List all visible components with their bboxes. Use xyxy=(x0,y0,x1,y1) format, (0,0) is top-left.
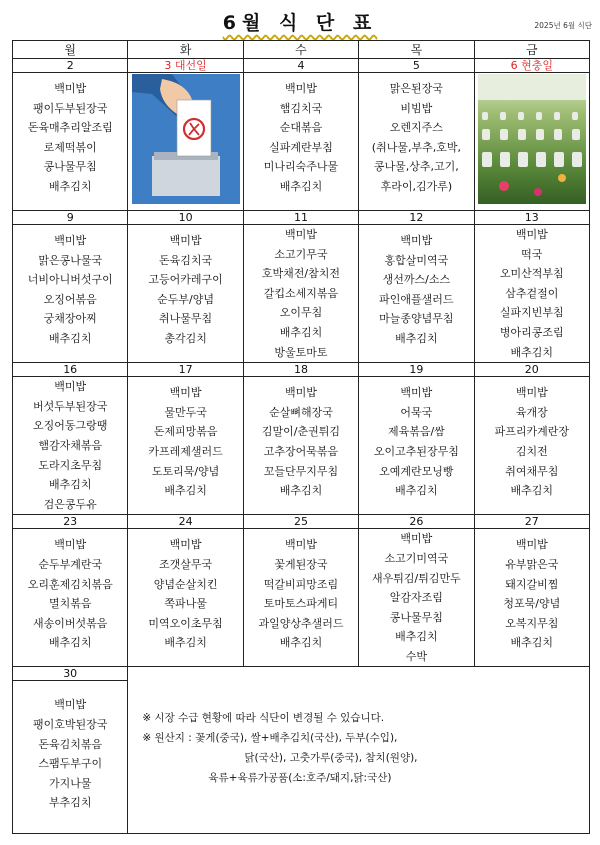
menu-item: 배추김치 xyxy=(510,484,554,498)
notice-line-3: 닭(국산), 고춧가루(중국), 참치(원양), xyxy=(244,752,418,765)
header-tue: 화 xyxy=(128,41,243,59)
menu-item: 새우튀김/튀김만두 xyxy=(372,571,461,585)
day-menu-cell xyxy=(128,73,243,211)
day-number: 10 xyxy=(128,211,243,225)
day-menu-cell xyxy=(243,73,358,211)
menu-item: 돈육김치볶음 xyxy=(38,737,103,751)
menu-item: 백미밥 xyxy=(285,386,317,400)
menu-item: 배추김치 xyxy=(164,636,207,650)
menu-item: 백미밥 xyxy=(169,234,202,247)
menu-item: 순두부계란국 xyxy=(38,557,103,571)
day-menu-cell xyxy=(474,377,589,515)
menu-item: 토마토스파게티 xyxy=(263,597,339,611)
menu-item: 배추김치 xyxy=(279,179,323,193)
menu-item: 파프리카계란장 xyxy=(494,425,569,439)
national-cemetery-photo xyxy=(478,74,586,204)
menu-item: 백미밥 xyxy=(54,698,87,712)
day-menu-cell xyxy=(13,377,128,515)
menu-item: 김치전 xyxy=(515,444,548,458)
menu-item: 배추김치 xyxy=(164,484,207,498)
menu-item: 백미밥 xyxy=(169,386,202,400)
menu-item: 돈육매추리알조림 xyxy=(27,121,113,135)
day-menu-cell xyxy=(243,529,358,667)
menu-item: 백미밥 xyxy=(400,234,433,247)
menu-item: 갈킵소세지볶음 xyxy=(263,286,339,300)
day-number: 9 xyxy=(13,211,128,225)
menu-item: 백미밥 xyxy=(515,228,548,241)
day-number: 19 xyxy=(359,363,474,377)
header-wed: 수 xyxy=(243,41,358,59)
day-number-row xyxy=(13,363,590,377)
menu-item: 부추김치 xyxy=(48,796,92,810)
menu-item: 돈육김치국 xyxy=(159,253,213,267)
menu-item: 생선까스/소스 xyxy=(382,273,451,287)
header-fri: 금 xyxy=(474,41,589,59)
day-number: 12 xyxy=(359,211,474,225)
notice-line-2: ※ 원산지 : 꽃게(중국), 쌀+배추김치(국산), 두부(수입), xyxy=(142,732,398,745)
menu-item: 팽이호박된장국 xyxy=(33,718,108,732)
menu-item: 비빔밥 xyxy=(400,101,433,115)
menu-item: 카프레제샐러드 xyxy=(148,444,223,458)
day-menu-cell xyxy=(474,225,589,363)
menu-item: 도라지초무침 xyxy=(38,458,103,472)
menu-item: 새송이버섯볶음 xyxy=(33,616,108,630)
day-number: 6 현충일 xyxy=(474,59,589,73)
menu-item: 배추김치 xyxy=(279,484,323,498)
menu-item: 배추김치 xyxy=(395,484,438,498)
day-number: 24 xyxy=(128,515,243,529)
day-number: 18 xyxy=(243,363,358,377)
day-menu-cell xyxy=(359,225,474,363)
menu-item: 알감자조림 xyxy=(389,591,443,605)
menu-item: 오렌지주스 xyxy=(389,121,443,135)
menu-item: 배추김치 xyxy=(48,478,92,492)
menu-item: 홍합살미역국 xyxy=(384,253,449,267)
day-menu-cell xyxy=(359,73,474,211)
menu-item: 실파지빈부침 xyxy=(499,306,564,320)
menu-item: 배추김치 xyxy=(48,636,92,650)
menu-item: 가지나물 xyxy=(48,776,92,790)
day-number-row xyxy=(13,59,590,73)
day-menu-cell xyxy=(243,225,358,363)
menu-items-row xyxy=(13,73,590,211)
day-menu-cell xyxy=(359,529,474,667)
menu-item: 햄김치국 xyxy=(279,101,323,115)
menu-item: 배추김치 xyxy=(510,345,554,359)
menu-item: 어묵국 xyxy=(400,405,433,419)
date-label: 2025년 6월 식단 xyxy=(534,21,592,30)
notice-box xyxy=(128,667,590,834)
menu-item: 미역오이초무침 xyxy=(148,616,223,630)
weeks-body xyxy=(13,59,590,834)
menu-item: 너비아니버섯구이 xyxy=(27,273,113,287)
day-menu-cell xyxy=(128,225,243,363)
menu-item: 파인애플샐러드 xyxy=(379,292,454,306)
day-number: 26 xyxy=(359,515,474,529)
menu-item: 유부맑은국 xyxy=(505,557,559,571)
menu-item: 오징어볶음 xyxy=(43,292,97,306)
menu-item: 로제떡볶이 xyxy=(43,140,97,154)
menu-item: 순두부/양념 xyxy=(157,292,214,306)
menu-item: 백미밥 xyxy=(54,234,87,247)
menu-items-row xyxy=(13,529,590,667)
day-number: 16 xyxy=(13,363,128,377)
menu-item: 돈제피망볶음 xyxy=(153,425,218,439)
menu-item: 방울토마토 xyxy=(274,345,328,359)
menu-item: 떡국 xyxy=(521,247,543,261)
menu-item: 배추김치 xyxy=(395,331,438,345)
day-menu-cell xyxy=(13,73,128,211)
menu-item: 제육볶음/쌈 xyxy=(387,425,445,439)
day-menu-cell xyxy=(243,377,358,515)
menu-item: 고등어카레구이 xyxy=(148,273,223,287)
menu-item: 콩나물,상추,고기, xyxy=(373,160,459,174)
menu-item: 오복지무침 xyxy=(505,616,559,630)
menu-item: 미나리숙주나물 xyxy=(263,160,339,174)
menu-item: 도토리묵/양념 xyxy=(151,464,220,478)
day-menu-cell xyxy=(13,529,128,667)
day-number-row xyxy=(13,515,590,529)
day-number: 11 xyxy=(243,211,358,225)
menu-item: 후라이,김가루) xyxy=(380,179,453,193)
menu-item: 맑은콩나물국 xyxy=(38,253,103,267)
menu-item: 양념순살치킨 xyxy=(153,577,218,591)
menu-item: 오예계란모닝빵 xyxy=(379,464,454,478)
menu-item: 배추김치 xyxy=(48,179,92,193)
menu-item: 맑은된장국 xyxy=(389,82,443,95)
menu-item: 배추김치 xyxy=(279,325,323,339)
day-number: 2 xyxy=(13,59,128,73)
menu-item: 스팸두부구이 xyxy=(38,757,103,771)
menu-item: 육개장 xyxy=(515,405,548,419)
menu-item: 백미밥 xyxy=(169,538,202,552)
menu-item: 햄감자채볶음 xyxy=(38,438,103,452)
menu-item: 배추김치 xyxy=(510,636,554,650)
menu-item: 삼추겉절이 xyxy=(505,286,559,300)
menu-item: 백미밥 xyxy=(54,538,87,552)
menu-item: 검은콩두유 xyxy=(43,497,97,511)
menu-item: 쪽파나물 xyxy=(164,597,207,611)
day-number: 17 xyxy=(128,363,243,377)
day-number: 30 xyxy=(13,667,128,681)
menu-item: 콩나물무침 xyxy=(389,610,443,624)
menu-item: 배추김치 xyxy=(395,630,438,644)
header-thu: 목 xyxy=(359,41,474,59)
ballot-box-vote-illustration xyxy=(132,74,240,204)
menu-item: 소고기미역국 xyxy=(384,551,449,565)
menu-item: 배추김치 xyxy=(279,636,323,650)
menu-item: 백미밥 xyxy=(400,386,433,400)
day-number: 20 xyxy=(474,363,589,377)
menu-item: 궁채장아찌 xyxy=(43,312,97,326)
menu-item: 백미밥 xyxy=(285,228,317,241)
menu-item: 오미산적부침 xyxy=(499,267,564,281)
notice-line-4: 육류+육류가공품(소:호주/돼지,닭:국산) xyxy=(208,772,392,785)
menu-item: 백미밥 xyxy=(285,538,317,552)
menu-item: 백미밥 xyxy=(285,82,317,95)
menu-item: 돼지갈비찜 xyxy=(505,577,559,591)
menu-item: 버섯두부된장국 xyxy=(33,399,108,413)
menu-item: 실파계란부침 xyxy=(269,140,333,154)
menu-item: 백미밥 xyxy=(400,532,433,546)
day-number: 27 xyxy=(474,515,589,529)
menu-item: 김말이/춘권튀김 xyxy=(261,425,341,439)
day-number: 23 xyxy=(13,515,128,529)
menu-item: 멸치볶음 xyxy=(48,597,92,611)
day-number-row xyxy=(13,667,590,681)
menu-item: 소고기무국 xyxy=(274,247,328,261)
meal-plan-table xyxy=(12,40,590,834)
day-menu-cell xyxy=(474,529,589,667)
notice-line-1: ※ 시장 수급 현황에 따라 식단이 변경될 수 있습니다. xyxy=(142,712,385,725)
menu-item: 꽃게된장국 xyxy=(274,557,328,571)
day-menu-cell xyxy=(359,377,474,515)
menu-items-row xyxy=(13,377,590,515)
menu-item: 백미밥 xyxy=(54,380,87,394)
day-menu-cell xyxy=(13,681,128,834)
menu-item: 병아리콩조림 xyxy=(499,325,564,339)
menu-item: 백미밥 xyxy=(515,538,548,552)
menu-item: 과일양상추샐러드 xyxy=(258,616,344,630)
menu-item: 마늘종양념무침 xyxy=(379,312,454,326)
day-number: 5 xyxy=(359,59,474,73)
menu-item: 물만두국 xyxy=(164,405,207,419)
menu-item: (취나물,부추,호박, xyxy=(371,140,461,154)
menu-item: 꼬들단무지무침 xyxy=(263,464,339,478)
menu-item: 떡갈비피망조림 xyxy=(263,577,339,591)
menu-item: 청포묵/양념 xyxy=(503,597,561,611)
menu-item: 팽이두부된장국 xyxy=(33,101,108,115)
menu-item: 콩나물무침 xyxy=(43,160,97,174)
menu-item: 순살뼈해장국 xyxy=(269,405,333,419)
day-menu-cell xyxy=(474,73,589,211)
menu-item: 고추장어묵볶음 xyxy=(263,444,339,458)
menu-item: 배추김치 xyxy=(48,331,92,345)
menu-item: 순대볶음 xyxy=(279,121,323,135)
day-number-row xyxy=(13,211,590,225)
menu-item: 오이무침 xyxy=(279,306,323,320)
menu-item: 총각김치 xyxy=(164,331,207,345)
day-menu-cell xyxy=(128,377,243,515)
menu-item: 취나물무침 xyxy=(159,312,213,326)
header-mon: 월 xyxy=(13,41,128,59)
menu-item: 백미밥 xyxy=(515,386,548,400)
page-title: 6월 식 단 표 xyxy=(222,12,378,34)
menu-item: 오징어동그랑땡 xyxy=(33,419,108,433)
day-menu-cell xyxy=(13,225,128,363)
menu-item: 취여채무침 xyxy=(505,464,559,478)
menu-item: 호박채전/참치전 xyxy=(261,267,341,281)
menu-item: 오이고추된장무침 xyxy=(373,444,459,458)
menu-item: 조갯살무국 xyxy=(159,557,213,571)
day-number: 25 xyxy=(243,515,358,529)
day-number: 3 대선일 xyxy=(128,59,243,73)
day-menu-cell xyxy=(128,529,243,667)
day-number: 13 xyxy=(474,211,589,225)
day-number: 4 xyxy=(243,59,358,73)
menu-item: 백미밥 xyxy=(54,82,87,95)
menu-item: 수박 xyxy=(405,649,427,663)
menu-item: 오리훈제김치볶음 xyxy=(27,577,113,591)
menu-items-row xyxy=(13,225,590,363)
